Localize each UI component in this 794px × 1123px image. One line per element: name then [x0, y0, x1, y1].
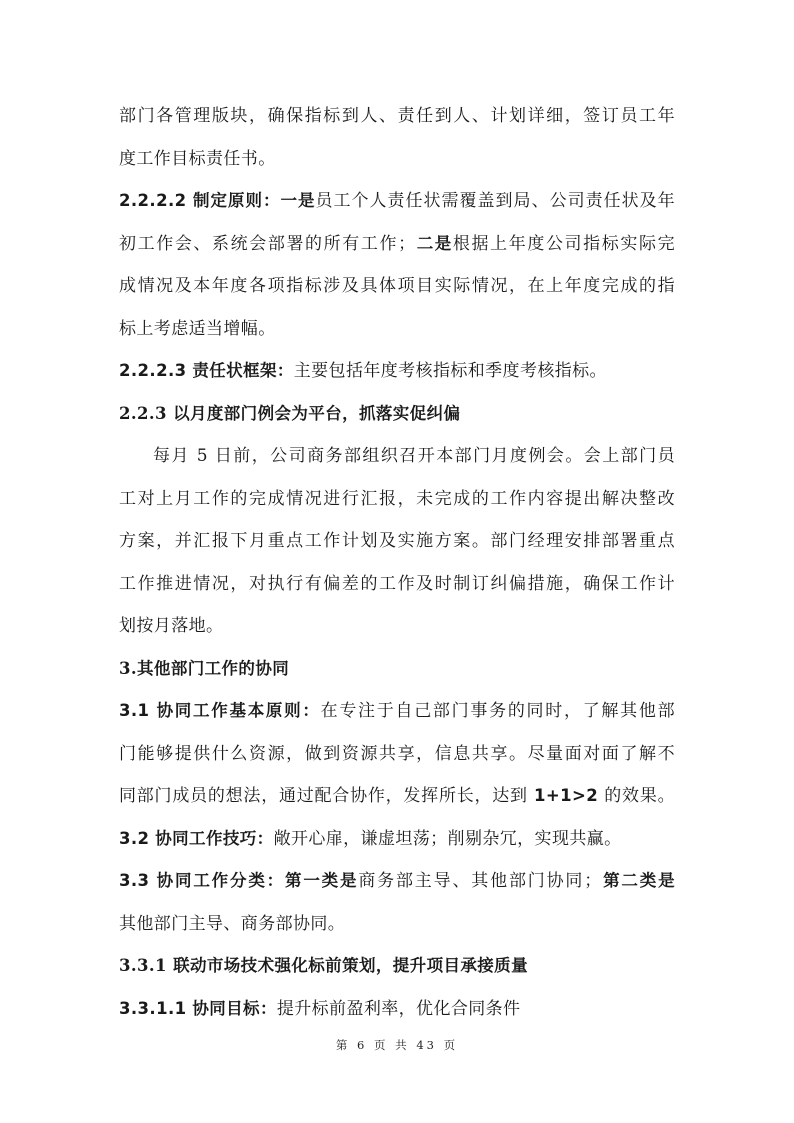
- page-footer: 第 6 页 共 43 页: [335, 1038, 459, 1052]
- paragraph-line: 划按月落地。: [119, 616, 224, 636]
- document-body: [119, 95, 675, 1030]
- section-text: 提升标前盈利率，优化合同条件: [276, 998, 521, 1019]
- paragraph-line: 其他部门主导、商务部协同。: [119, 913, 346, 934]
- section-title: 协同工作技巧：: [155, 828, 274, 848]
- heading-2-2-3: 2.2.3 以月度部门例会为平台，抓落实促纠偏: [119, 403, 461, 423]
- section-3-3-1-1-line: [119, 988, 675, 1031]
- text-span: 初工作会、系统会部署的所有工作；: [119, 233, 416, 254]
- paragraph-line: 每月 5 日前，公司商务部组织召开本部门月度例会。会上部门员: [153, 446, 675, 466]
- paragraph-line: 门能够提供什么资源，做到资源共享，信息共享。尽量面对面了解不: [119, 743, 675, 764]
- heading-3: 3.其他部门工作的协同: [119, 658, 290, 678]
- section-2-2-2-2-line: [119, 180, 675, 223]
- text-span: 的效果。: [598, 786, 675, 806]
- paragraph-line: 部门各管理版块，确保指标到人、责任到人、计划详细，签订员工年: [119, 106, 675, 126]
- section-2-2-2-3-line: [119, 350, 675, 393]
- section-text: 敞开心扉，谦虚坦荡；削剔杂冗，实现共赢。: [273, 828, 622, 849]
- keyword-second: 第二类是: [601, 871, 675, 890]
- section-number: 2.2.2.3: [119, 361, 187, 380]
- section-number: 3.3: [119, 871, 150, 890]
- section-number: 2.2.2.2: [119, 191, 187, 210]
- paragraph-line: 度工作目标责任书。: [119, 148, 276, 169]
- section-text: 员工个人责任状需覆盖到局、公司责任状及年: [315, 191, 675, 211]
- paragraph-line: [119, 775, 675, 818]
- section-title: 协同工作基本原则：: [156, 701, 321, 720]
- paragraph-line: 成情况及本年度各项指标涉及具体项目实际情况，在上年度完成的指: [119, 276, 675, 296]
- section-text: 主要包括年度考核指标和季度考核指标。: [293, 361, 607, 381]
- keyword-second: 二是: [415, 233, 453, 253]
- section-title: 协同工作分类：: [156, 871, 285, 890]
- section-number: 3.1: [119, 701, 150, 720]
- paragraph-line: 工对上月工作的完成情况进行汇报，未完成的工作内容提出解决整改: [119, 488, 675, 509]
- keyword-first: 一是: [280, 191, 316, 210]
- section-3-2-line: [119, 818, 675, 861]
- section-title: 责任状框架：: [192, 361, 294, 380]
- paragraph-line: 工作推进情况，对执行有偏差的工作及时制订纠偏措施，确保工作计: [119, 573, 675, 594]
- section-number: 3.2: [119, 828, 150, 848]
- keyword-first: 第一类是: [284, 871, 359, 890]
- section-3-3-line: [119, 860, 675, 903]
- paragraph-line: 标上考虑适当增幅。: [119, 318, 276, 339]
- section-title: 制定原则：: [192, 191, 281, 210]
- paragraph-line: [119, 223, 675, 266]
- section-text: 在专注于自己部门事务的同时，了解其他部: [320, 701, 675, 721]
- section-3-1-line: [119, 690, 675, 733]
- section-number: 3.3.1.1: [119, 998, 187, 1018]
- heading-3-3-1: 3.3.1 联动市场技术强化标前策划，提升项目承接质量: [119, 956, 528, 975]
- formula: 1+1>2: [534, 786, 599, 805]
- section-title: 协同目标：: [192, 998, 277, 1018]
- paragraph-line: 方案，并汇报下月重点工作计划及实施方案。部门经理安排部署重点: [119, 531, 675, 551]
- text-span: 同部门成员的想法，通过配合协作，发挥所长，达到: [119, 786, 534, 806]
- text-span: 根据上年度公司指标实际完: [452, 233, 675, 254]
- section-text: 商务部主导、其他部门协同；: [358, 871, 602, 891]
